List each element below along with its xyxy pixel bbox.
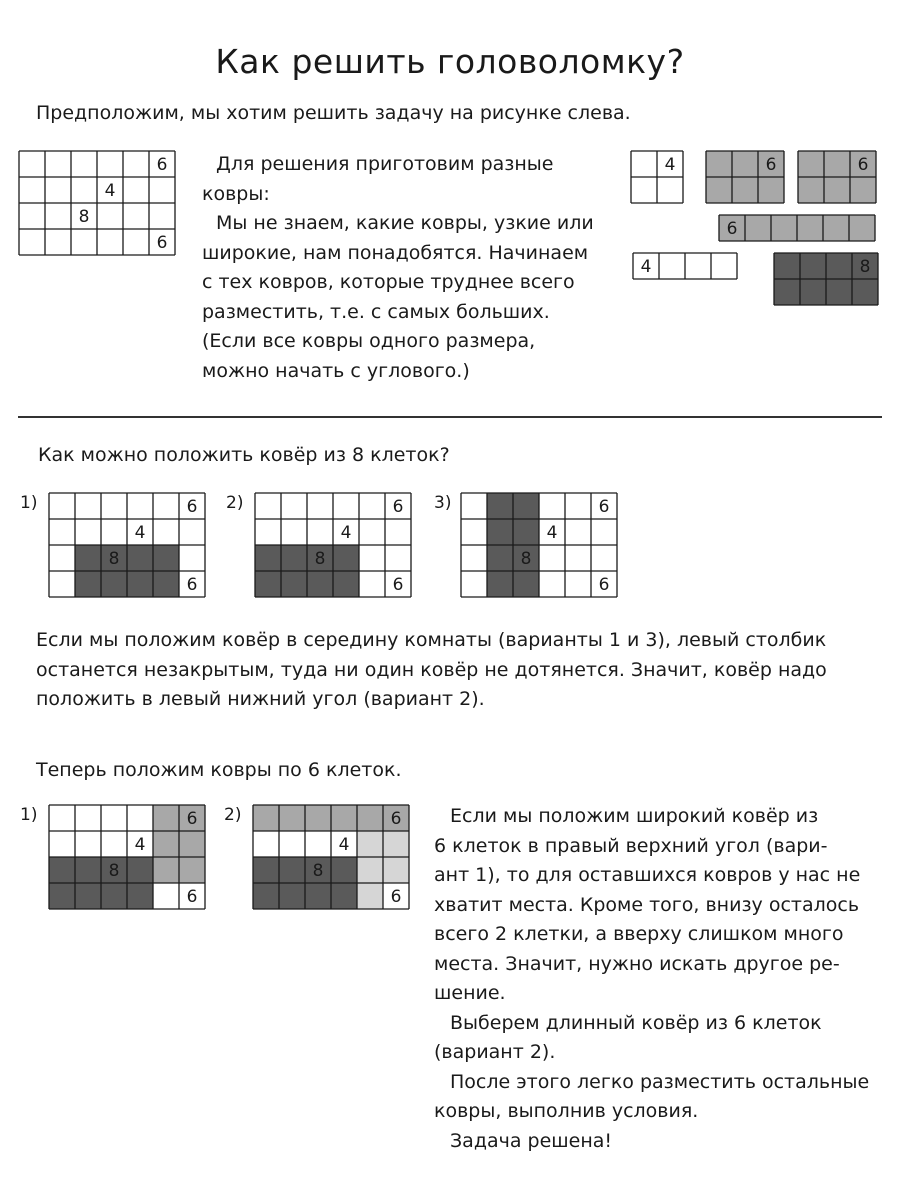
carpet-cell — [849, 215, 875, 241]
carpet-cell — [357, 831, 383, 857]
carpet-cell — [101, 571, 127, 597]
carpet-cell — [279, 805, 305, 831]
carpet-cell — [487, 493, 513, 519]
carpet-cell — [357, 883, 383, 909]
carpet-cell — [824, 151, 850, 177]
explain-line: останется незакрытым, туда ни один ковёр не дотянется. Значит, ковёр надо — [36, 658, 827, 681]
carpet-cell — [305, 805, 331, 831]
carpet-cell — [487, 571, 513, 597]
explain-line: ковры, выполнив условия. — [434, 1100, 699, 1122]
explain-line: Если мы положим ковёр в середину комнаты (варианты 1 и 3), левый столбик — [36, 629, 827, 651]
carpet-cell — [732, 151, 758, 177]
carpet-cell — [255, 545, 281, 571]
variant-label: 2) — [226, 493, 244, 513]
carpet-cell — [706, 177, 732, 203]
carpet-cell — [732, 177, 758, 203]
prep-line: (Если все ковры одного размера, — [202, 330, 536, 352]
carpet-cell — [331, 805, 357, 831]
explain-line: места. Значит, нужно искать другое ре- — [434, 952, 840, 975]
carpet-cell — [331, 857, 357, 883]
explain-line: Задача решена! — [450, 1129, 613, 1152]
carpet-cell — [279, 857, 305, 883]
carpet-cell — [153, 831, 179, 857]
variant-8-3-grid — [460, 492, 622, 602]
question-8-cells: Как можно положить ковёр из 8 клеток? — [38, 444, 450, 466]
variant-label: 1) — [20, 805, 38, 825]
cell-number: 6 — [598, 497, 610, 517]
carpet-cell — [49, 883, 75, 909]
carpet-cell — [383, 831, 409, 857]
carpet-cell — [745, 215, 771, 241]
carpet-cell — [101, 883, 127, 909]
carpet-cell — [75, 883, 101, 909]
carpet-cell — [49, 857, 75, 883]
intro-text: Предположим, мы хотим решить задачу на рисунке слева. — [36, 102, 631, 124]
cell-number: 4 — [664, 155, 676, 175]
cell-number: 8 — [108, 861, 120, 881]
carpet-cell — [305, 883, 331, 909]
explain-line: После этого легко разместить остальные — [450, 1070, 870, 1093]
carpet-cell — [127, 545, 153, 571]
carpet-cell — [826, 279, 852, 305]
cell-number: 8 — [859, 257, 871, 277]
cell-number: 4 — [134, 835, 146, 855]
cell-number: 8 — [108, 549, 120, 569]
carpet-cell — [798, 177, 824, 203]
carpet-cell — [75, 571, 101, 597]
carpet-cell — [333, 545, 359, 571]
prep-line: Мы не знаем, какие ковры, узкие или — [216, 212, 594, 234]
carpet-cell — [357, 805, 383, 831]
cell-number: 6 — [186, 497, 198, 517]
cell-number: 6 — [156, 233, 168, 253]
explain-line: хватит места. Кроме того, внизу осталось — [434, 893, 860, 916]
cell-number: 6 — [156, 155, 168, 175]
carpet-cell — [153, 857, 179, 883]
prep-line: ковры: — [202, 182, 270, 205]
cell-number: 6 — [390, 887, 402, 907]
variant-label: 2) — [224, 805, 242, 825]
explain-line: Если мы положим широкий ковёр из — [450, 805, 819, 827]
carpet-cell — [179, 831, 205, 857]
cell-number: 6 — [726, 219, 738, 239]
prep-line: разместить, т.е. с самых больших. — [202, 300, 550, 323]
cell-number: 6 — [390, 809, 402, 829]
carpet-cell — [487, 545, 513, 571]
page-title: Как решить головоломку? — [215, 42, 685, 81]
carpet-cell — [823, 215, 849, 241]
carpet-cell — [255, 571, 281, 597]
puzzle-grid — [18, 150, 180, 260]
cell-number: 8 — [312, 861, 324, 881]
carpet-cell — [153, 571, 179, 597]
variant-8-2-grid — [254, 492, 416, 602]
question-6-cells: Теперь положим ковры по 6 клеток. — [36, 759, 402, 781]
carpet-cell — [383, 857, 409, 883]
carpet-cell — [127, 857, 153, 883]
carpet-cell — [279, 883, 305, 909]
carpet-cell — [797, 215, 823, 241]
variant-6-1-grid — [48, 804, 210, 914]
explain-line: Выберем длинный ковёр из 6 клеток — [450, 1011, 822, 1034]
cell-number: 6 — [186, 887, 198, 907]
section-divider — [18, 416, 882, 418]
explain-line: всего 2 клетки, а вверху слишком много — [434, 923, 844, 945]
cell-number: 8 — [78, 207, 90, 227]
explain-line: ант 1), то для оставшихся ковров у нас не — [434, 864, 861, 886]
explain-line: положить в левый нижний угол (вариант 2). — [36, 688, 485, 710]
carpet-cell — [798, 151, 824, 177]
carpet-cell — [333, 571, 359, 597]
carpet-cell — [153, 805, 179, 831]
carpet-cell — [758, 177, 784, 203]
carpet-cell — [331, 883, 357, 909]
carpet-cell — [850, 177, 876, 203]
carpet-cell — [706, 151, 732, 177]
cell-number: 8 — [314, 549, 326, 569]
carpet-cell — [513, 519, 539, 545]
cell-number: 4 — [546, 523, 558, 543]
cell-number: 4 — [104, 181, 116, 201]
carpet-cell — [774, 253, 800, 279]
carpet-cell — [800, 253, 826, 279]
carpet-cell — [513, 571, 539, 597]
cell-number: 6 — [392, 575, 404, 595]
carpet-pieces — [630, 150, 890, 308]
carpet-cell — [513, 493, 539, 519]
carpet-cell — [75, 857, 101, 883]
cell-number: 4 — [640, 257, 652, 277]
cell-number: 6 — [598, 575, 610, 595]
cell-number: 6 — [392, 497, 404, 517]
explain-line: шение. — [434, 982, 506, 1004]
carpet-cell — [179, 857, 205, 883]
carpet-cell — [281, 571, 307, 597]
carpet-cell — [253, 857, 279, 883]
variant-6-2-grid — [252, 804, 414, 914]
variant-label: 3) — [434, 493, 452, 513]
cell-number: 6 — [186, 809, 198, 829]
explanation-6 — [434, 802, 884, 1156]
cell-number: 6 — [765, 155, 777, 175]
explain-line: 6 клеток в правый верхний угол (вари- — [434, 834, 828, 857]
carpet-cell — [800, 279, 826, 305]
carpet-cell — [771, 215, 797, 241]
cell-number: 4 — [340, 523, 352, 543]
preparation-text — [202, 150, 612, 386]
cell-number: 4 — [134, 523, 146, 543]
carpet-cell — [487, 519, 513, 545]
cell-number: 6 — [857, 155, 869, 175]
carpet-cell — [357, 857, 383, 883]
carpet-cell — [281, 545, 307, 571]
carpet-cell — [253, 883, 279, 909]
explanation-8 — [36, 626, 884, 715]
variant-label: 1) — [20, 493, 38, 513]
carpet-cell — [824, 177, 850, 203]
carpet-cell — [826, 253, 852, 279]
carpet-cell — [127, 571, 153, 597]
prep-line: широкие, нам понадобятся. Начинаем — [202, 241, 589, 264]
prep-line: можно начать с углового.) — [202, 359, 470, 382]
carpet-cell — [307, 571, 333, 597]
cell-number: 6 — [186, 575, 198, 595]
carpet-cell — [774, 279, 800, 305]
cell-number: 4 — [338, 835, 350, 855]
prep-line: Для решения приготовим разные — [216, 153, 554, 175]
variant-8-1-grid — [48, 492, 210, 602]
carpet-cell — [253, 805, 279, 831]
carpet-cell — [75, 545, 101, 571]
prep-line: с тех ковров, которые труднее всего — [202, 271, 575, 293]
carpet-cell — [153, 545, 179, 571]
cell-number: 8 — [520, 549, 532, 569]
carpet-cell — [852, 279, 878, 305]
carpet-cell — [127, 883, 153, 909]
explain-line: (вариант 2). — [434, 1041, 556, 1063]
